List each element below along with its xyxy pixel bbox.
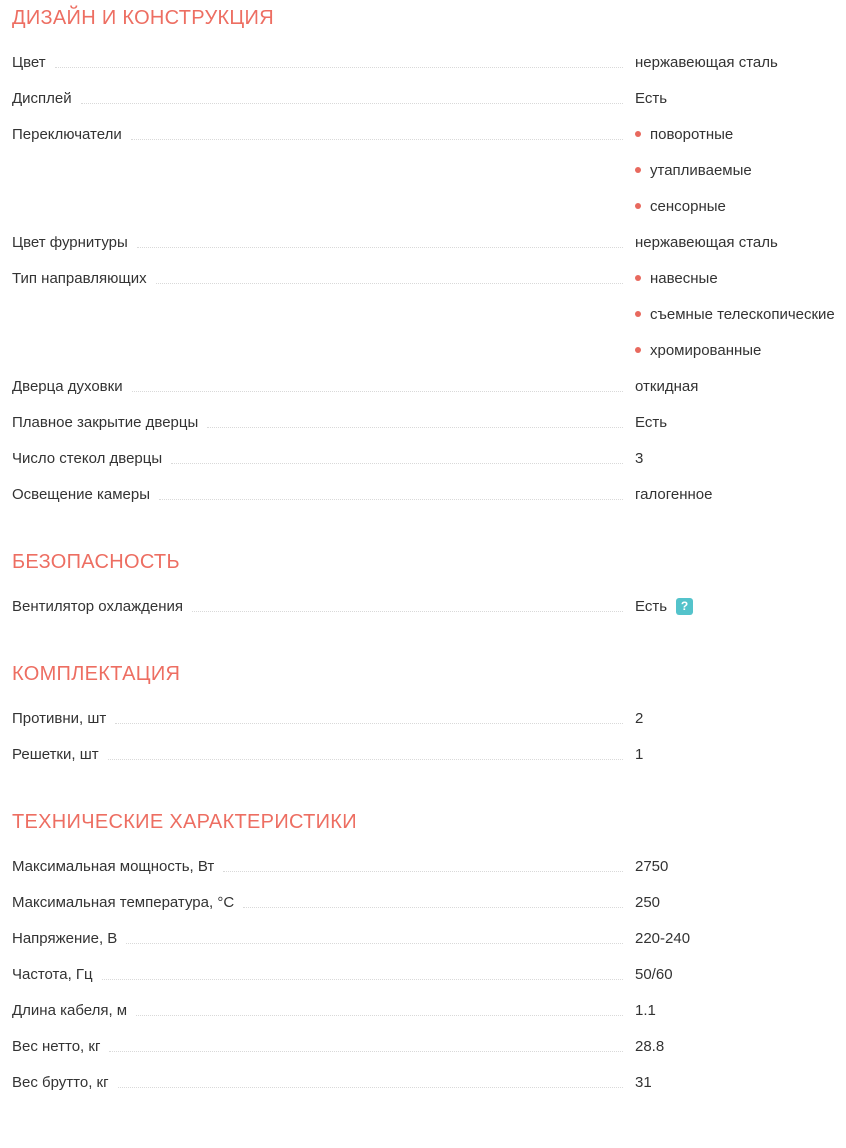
dotted-leader (136, 1015, 623, 1016)
spec-row-continuation (12, 296, 846, 332)
dotted-leader (115, 723, 623, 724)
spec-value: откидная (635, 377, 699, 395)
spec-value: нержавеющая сталь (635, 53, 778, 71)
spec-label: Напряжение, В (12, 929, 118, 947)
section-technical (12, 810, 846, 1100)
spec-value: навесные (650, 269, 718, 287)
help-icon[interactable]: ? (676, 598, 693, 615)
bullet-icon (635, 167, 641, 173)
spec-row (12, 956, 846, 992)
spec-value: Есть (635, 597, 668, 615)
dotted-leader (192, 611, 623, 612)
spec-label: Длина кабеля, м (12, 1001, 128, 1019)
spec-value: утапливаемые (650, 161, 752, 179)
spec-row (12, 920, 846, 956)
spec-value: 2750 (635, 857, 669, 875)
spec-label: Противни, шт (12, 709, 107, 727)
spec-value: сенсорные (650, 197, 726, 215)
spec-row (12, 80, 846, 116)
spec-label: Частота, Гц (12, 965, 93, 983)
dotted-leader (132, 391, 623, 392)
dotted-leader (108, 759, 623, 760)
spec-value: галогенное (635, 485, 713, 503)
section-package (12, 662, 846, 772)
spec-row (12, 1064, 846, 1100)
spec-label: Освещение камеры (12, 485, 151, 503)
spec-row (12, 1028, 846, 1064)
spec-row (12, 224, 846, 260)
spec-label: Максимальная температура, °С (12, 893, 235, 911)
section-design (12, 6, 846, 512)
spec-row (12, 368, 846, 404)
section-title: ДИЗАЙН И КОНСТРУКЦИЯ (12, 7, 274, 29)
dotted-leader (207, 427, 623, 428)
spec-value: 28.8 (635, 1037, 665, 1055)
spec-value: 3 (635, 449, 644, 467)
dotted-leader (223, 871, 623, 872)
spec-row (12, 736, 846, 772)
spec-label: Число стекол дверцы (12, 449, 163, 467)
spec-row (12, 476, 846, 512)
spec-value: 50/60 (635, 965, 673, 983)
spec-label: Плавное закрытие дверцы (12, 413, 199, 431)
spec-value: поворотные (650, 125, 734, 143)
spec-label: Тип направляющих (12, 269, 147, 287)
spec-label: Максимальная мощность, Вт (12, 857, 215, 875)
section-safety (12, 550, 846, 624)
bullet-icon (635, 203, 641, 209)
spec-value: Есть (635, 413, 668, 431)
spec-value: 1.1 (635, 1001, 656, 1019)
spec-row-continuation (12, 152, 846, 188)
section-title: ТЕХНИЧЕСКИЕ ХАРАКТЕРИСТИКИ (12, 811, 357, 833)
dotted-leader (126, 943, 623, 944)
spec-value: 31 (635, 1073, 652, 1091)
spec-row (12, 404, 846, 440)
spec-label: Цвет (12, 53, 46, 71)
spec-row (12, 848, 846, 884)
spec-label: Вес нетто, кг (12, 1037, 101, 1055)
dotted-leader (102, 979, 623, 980)
dotted-leader (55, 67, 623, 68)
spec-row (12, 884, 846, 920)
spec-value: 250 (635, 893, 661, 911)
spec-row (12, 700, 846, 736)
spec-label: Вентилятор охлаждения (12, 597, 183, 615)
dotted-leader (118, 1087, 623, 1088)
spec-value: нержавеющая сталь (635, 233, 778, 251)
spec-row (12, 44, 846, 80)
section-title: БЕЗОПАСНОСТЬ (12, 551, 180, 573)
bullet-icon (635, 311, 641, 317)
spec-value: Есть (635, 89, 668, 107)
spec-row-continuation (12, 332, 846, 368)
spec-value: хромированные (650, 341, 762, 359)
dotted-leader (243, 907, 623, 908)
dotted-leader (156, 283, 623, 284)
spec-label: Цвет фурнитуры (12, 233, 128, 251)
spec-label: Дисплей (12, 89, 72, 107)
bullet-icon (635, 347, 641, 353)
spec-value: 1 (635, 745, 644, 763)
spec-row-continuation (12, 188, 846, 224)
spec-value: 220-240 (635, 929, 691, 947)
bullet-icon (635, 275, 641, 281)
dotted-leader (171, 463, 623, 464)
dotted-leader (131, 139, 623, 140)
spec-label: Вес брутто, кг (12, 1073, 109, 1091)
spec-label: Дверца духовки (12, 377, 123, 395)
spec-value: съемные телескопические (650, 305, 835, 323)
dotted-leader (137, 247, 623, 248)
dotted-leader (109, 1051, 623, 1052)
section-title: КОМПЛЕКТАЦИЯ (12, 663, 181, 685)
spec-row (12, 992, 846, 1028)
spec-row (12, 260, 846, 296)
dotted-leader (159, 499, 623, 500)
spec-value: 2 (635, 709, 644, 727)
spec-row (12, 440, 846, 476)
spec-row (12, 588, 846, 624)
dotted-leader (81, 103, 623, 104)
spec-label: Решетки, шт (12, 745, 99, 763)
spec-row (12, 116, 846, 152)
spec-label: Переключатели (12, 125, 122, 143)
bullet-icon (635, 131, 641, 137)
